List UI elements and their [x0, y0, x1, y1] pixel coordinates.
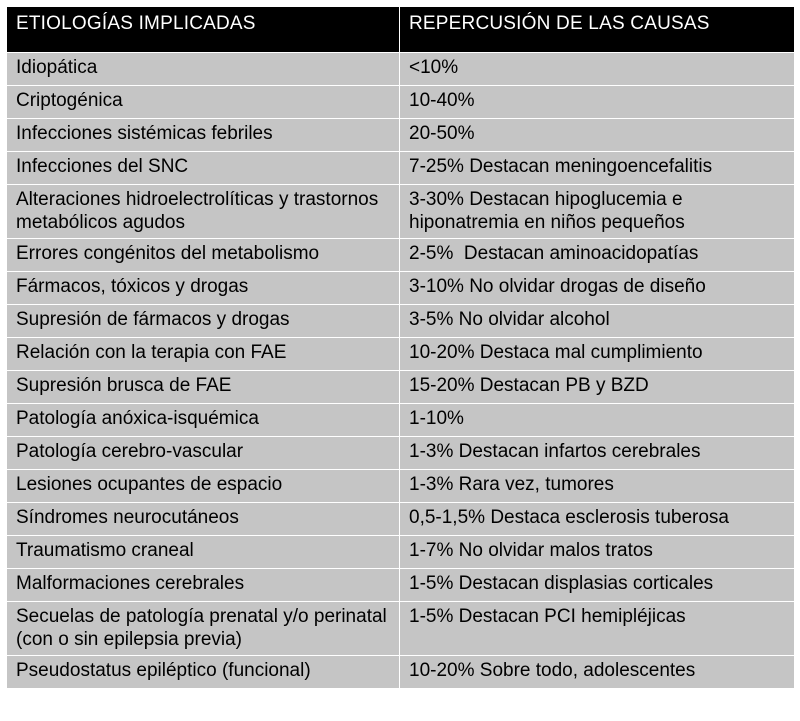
table-row [7, 239, 795, 272]
effect-cell: 15-20% Destacan PB y BZD [400, 371, 795, 404]
effect-cell: 1-5% Destacan displasias corticales [400, 569, 795, 602]
table-row [7, 602, 795, 656]
table-row [7, 53, 795, 86]
table-row [7, 119, 795, 152]
cause-cell: Síndromes neurocutáneos [7, 503, 400, 536]
cause-cell: Idiopática [7, 53, 400, 86]
table-row [7, 371, 795, 404]
header-row [7, 7, 795, 53]
table-row [7, 152, 795, 185]
header-repercussion: REPERCUSIÓN DE LAS CAUSAS [400, 7, 795, 53]
table-row [7, 185, 795, 239]
cause-cell: Supresión de fármacos y drogas [7, 305, 400, 338]
cause-cell: Errores congénitos del metabolismo [7, 239, 400, 272]
effect-cell: 1-7% No olvidar malos tratos [400, 536, 795, 569]
effect-cell: 10-20% Sobre todo, adolescentes [400, 656, 795, 689]
table-row [7, 569, 795, 602]
effect-cell: 3-5% No olvidar alcohol [400, 305, 795, 338]
cause-cell: Secuelas de patología prenatal y/o perinatal (con o sin epilepsia previa) [7, 602, 400, 656]
effect-cell: 10-20% Destaca mal cumplimiento [400, 338, 795, 371]
cause-cell: Infecciones del SNC [7, 152, 400, 185]
table-row [7, 656, 795, 689]
cause-cell: Infecciones sistémicas febriles [7, 119, 400, 152]
cause-cell: Patología anóxica-isquémica [7, 404, 400, 437]
table-row [7, 305, 795, 338]
effect-cell: <10% [400, 53, 795, 86]
effect-cell: 10-40% [400, 86, 795, 119]
table-row [7, 404, 795, 437]
effect-cell: 1-5% Destacan PCI hemipléjicas [400, 602, 795, 656]
table-row [7, 86, 795, 119]
table-row [7, 470, 795, 503]
cause-cell: Relación con la terapia con FAE [7, 338, 400, 371]
cause-cell: Alteraciones hidroelectrolíticas y trastornos metabólicos agudos [7, 185, 400, 239]
effect-cell: 3-10% No olvidar drogas de diseño [400, 272, 795, 305]
table-row [7, 338, 795, 371]
cause-cell: Supresión brusca de FAE [7, 371, 400, 404]
effect-cell: 2-5% Destacan aminoacidopatías [400, 239, 795, 272]
table-row [7, 503, 795, 536]
cause-cell: Fármacos, tóxicos y drogas [7, 272, 400, 305]
cause-cell: Patología cerebro-vascular [7, 437, 400, 470]
effect-cell: 3-30% Destacan hipoglucemia e hiponatremia en niños pequeños [400, 185, 795, 239]
effect-cell: 0,5-1,5% Destaca esclerosis tuberosa [400, 503, 795, 536]
etiology-table [6, 6, 795, 689]
effect-cell: 7-25% Destacan meningoencefalitis [400, 152, 795, 185]
cause-cell: Pseudostatus epiléptico (funcional) [7, 656, 400, 689]
table-row [7, 437, 795, 470]
cause-cell: Lesiones ocupantes de espacio [7, 470, 400, 503]
cause-cell: Criptogénica [7, 86, 400, 119]
effect-cell: 1-3% Destacan infartos cerebrales [400, 437, 795, 470]
effect-cell: 1-10% [400, 404, 795, 437]
cause-cell: Traumatismo craneal [7, 536, 400, 569]
cause-cell: Malformaciones cerebrales [7, 569, 400, 602]
effect-cell: 1-3% Rara vez, tumores [400, 470, 795, 503]
header-etiologies: ETIOLOGÍAS IMPLICADAS [7, 7, 400, 53]
table-row [7, 272, 795, 305]
effect-cell: 20-50% [400, 119, 795, 152]
table-row [7, 536, 795, 569]
